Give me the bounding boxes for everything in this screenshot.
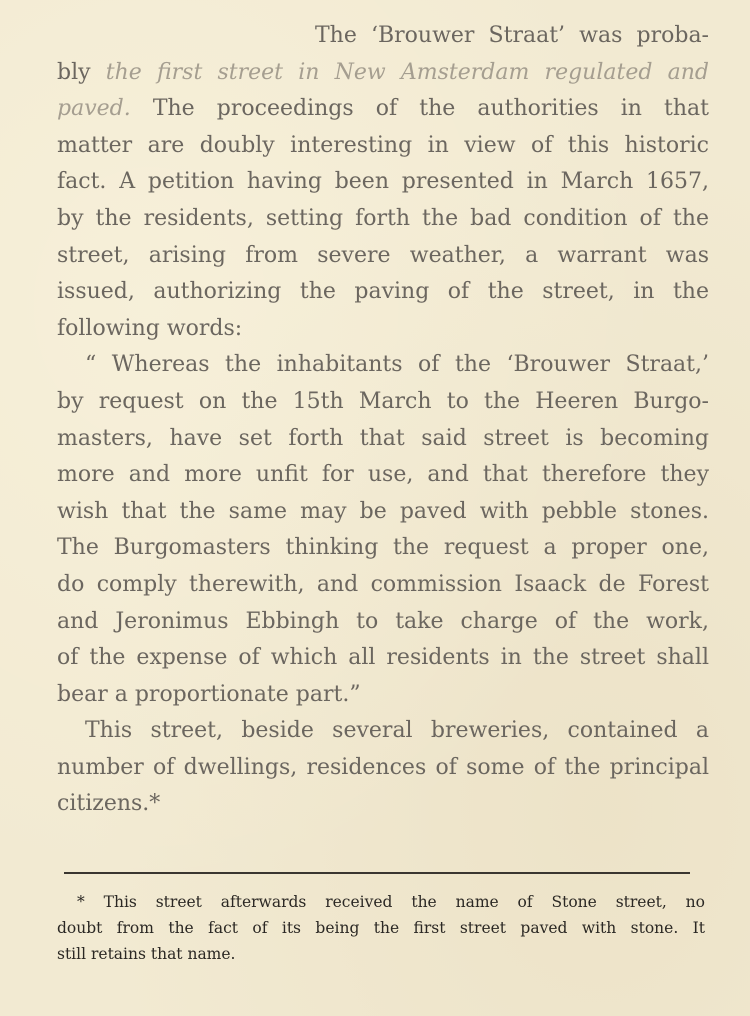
text-line: do comply therewith, and commission Isaack de Forest [57, 571, 709, 597]
text-line: citizens.* [57, 791, 161, 817]
text-line [57, 91, 709, 128]
text-line: by request on the 15th March to the Heeren Burgo- [57, 388, 709, 414]
text-line: of the expense of which all residents in the street shall [57, 645, 709, 671]
text-line: “ Whereas the inhabitants of the ‘Brouwer Straat,’ [85, 352, 709, 378]
body-text [57, 18, 709, 823]
italic-phrase: paved. [57, 96, 131, 122]
footnote-divider [64, 872, 690, 874]
text-line: wish that the same may be paved with pebble stones. [57, 498, 709, 524]
text-line: masters, have set forth that said street is becoming [57, 425, 709, 451]
footnote-line: still retains that name. [57, 945, 236, 963]
text-line: number of dwellings, residences of some of the principal [57, 754, 709, 780]
text-line: issued, authorizing the paving of the street, in the [57, 279, 709, 305]
text-span: The proceedings of the authorities in that [130, 96, 709, 122]
text-line: by the residents, setting forth the bad condition of the [57, 205, 709, 231]
text-line: following words: [57, 315, 243, 341]
text-line: The Burgomasters thinking the request a proper one, [57, 535, 709, 561]
italic-phrase: the first street in New Amsterdam regulated and [105, 59, 709, 85]
footnote [57, 889, 705, 967]
text-line [57, 55, 709, 92]
text-span: bly [57, 59, 106, 85]
text-line: fact. A petition having been presented in March 1657, [57, 169, 709, 195]
footnote-line: doubt from the fact of its being the first street paved with stone. It [57, 919, 705, 937]
text-line: more and more unfit for use, and that therefore they [57, 462, 709, 488]
text-line: bear a proportionate part.” [57, 681, 361, 707]
text-line: matter are doubly interesting in view of this historic [57, 132, 709, 158]
text-line: and Jeronimus Ebbingh to take charge of the work, [57, 608, 709, 634]
footnote-line: * This street afterwards received the name of Stone street, no [77, 893, 705, 911]
text-line: The ‘Brouwer Straat’ was proba- [315, 23, 709, 48]
text-line: This street, beside several breweries, contained a [85, 718, 709, 744]
text-line: street, arising from severe weather, a warrant was [57, 242, 709, 268]
